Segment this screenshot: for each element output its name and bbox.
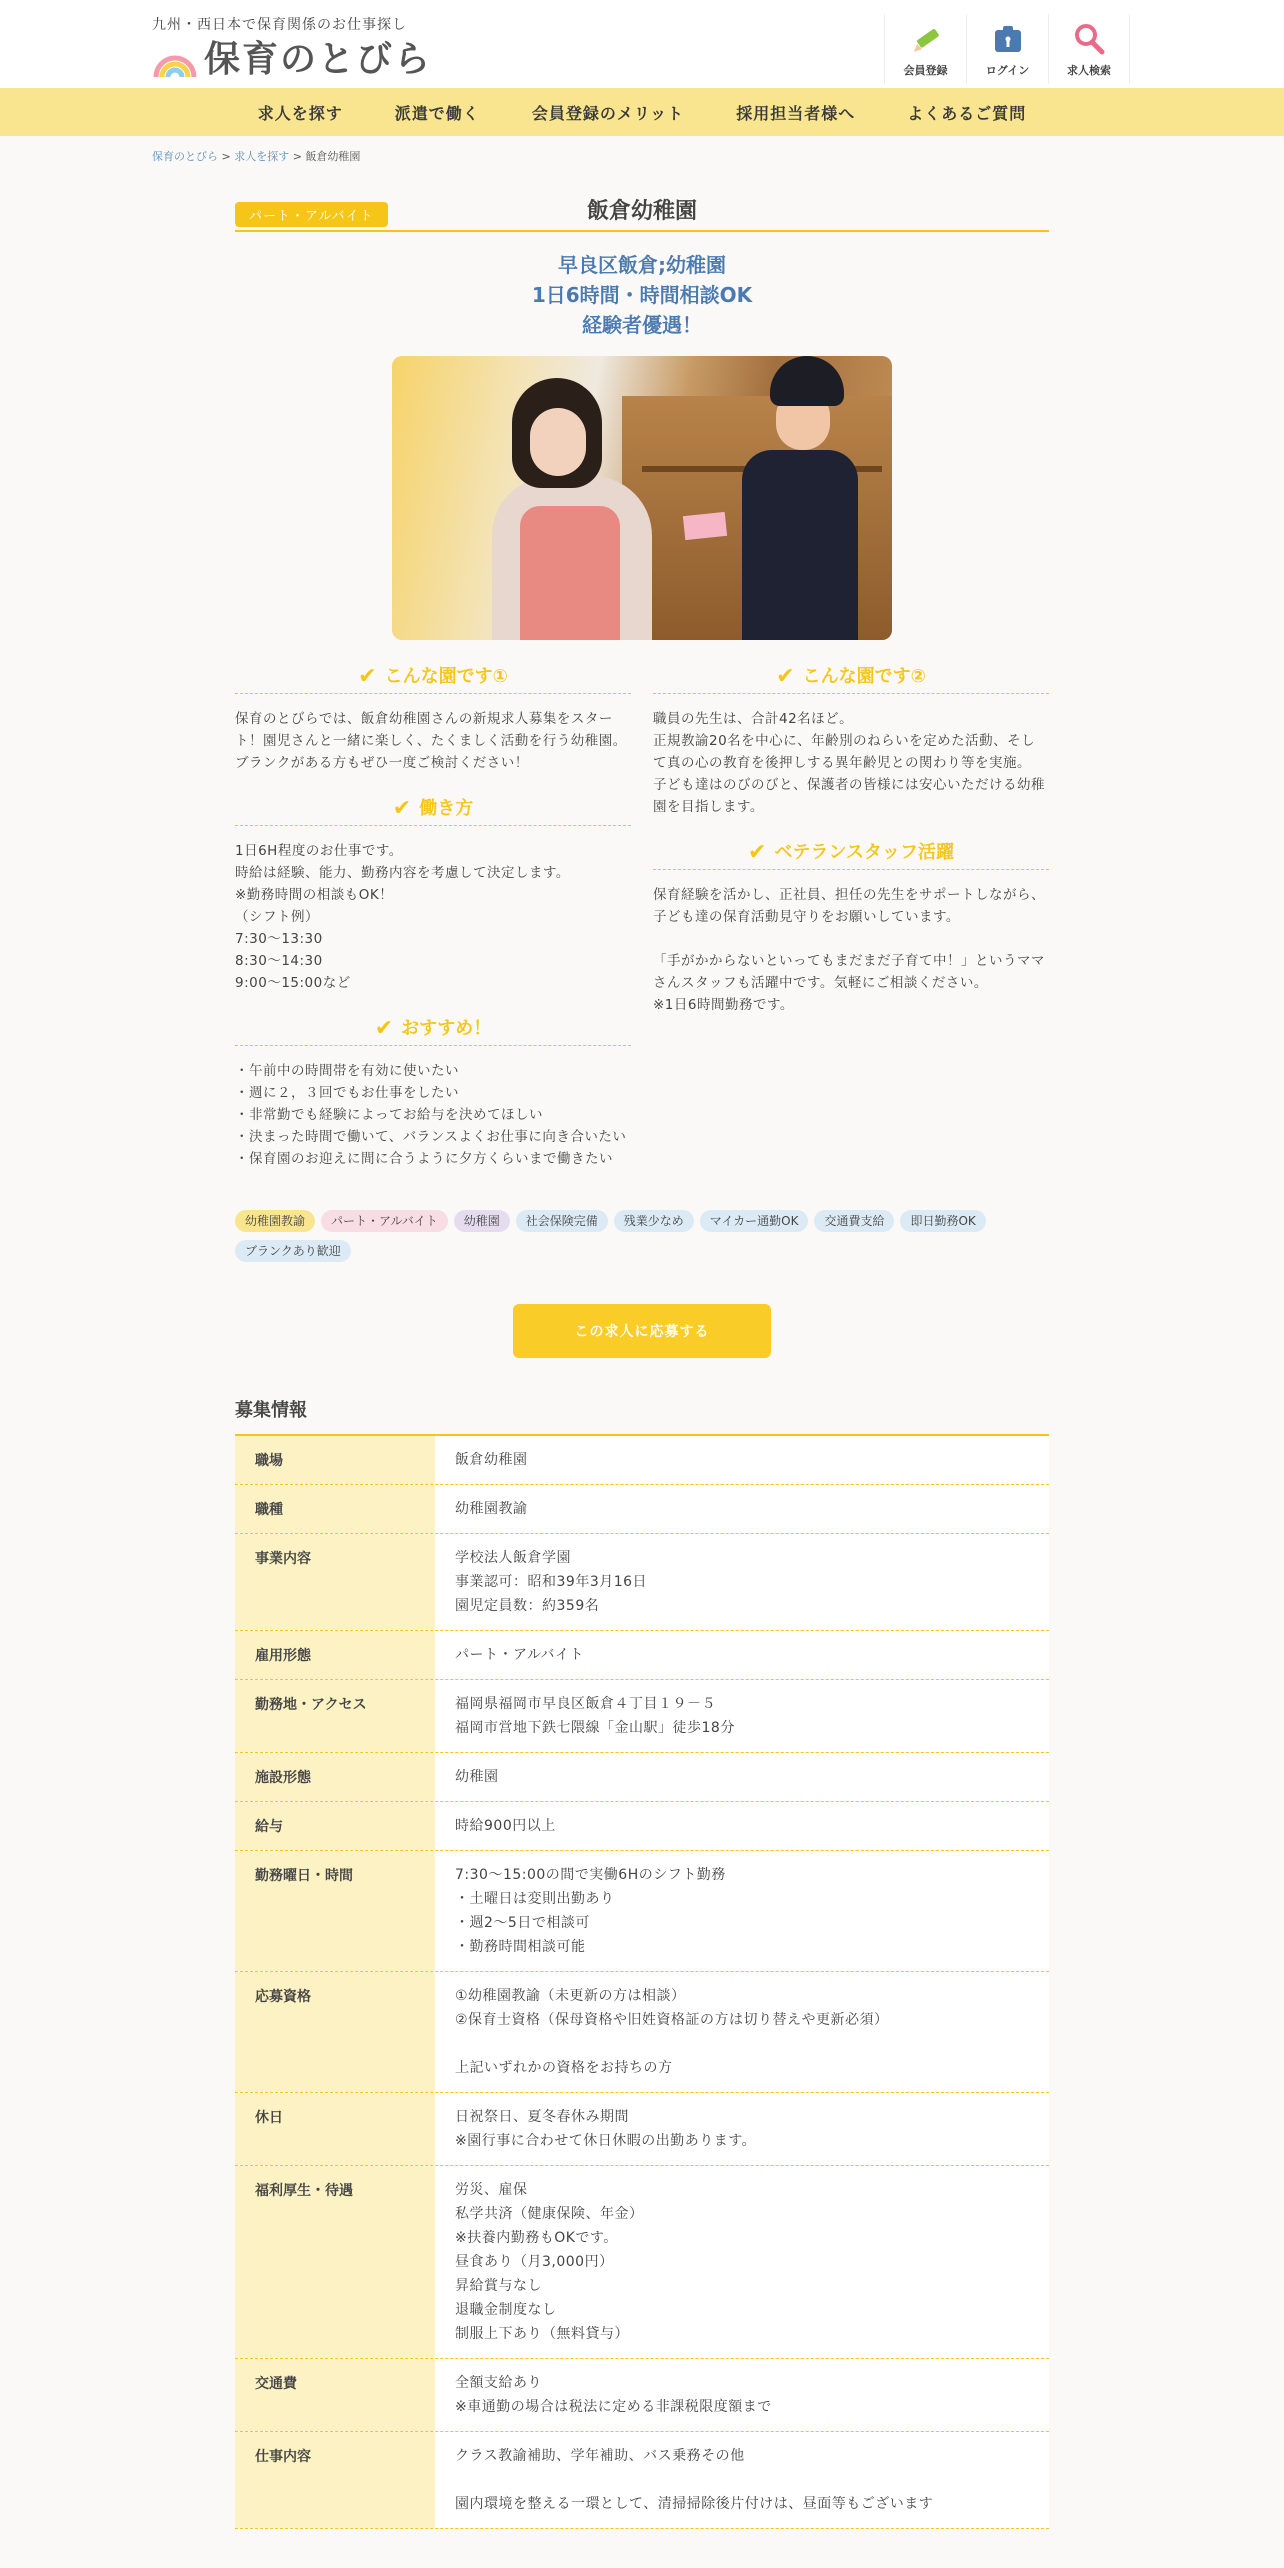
login-label: ログイン	[985, 64, 1030, 77]
tag: ブランクあり歓迎	[235, 1240, 351, 1262]
table-row	[235, 2166, 1049, 2359]
table-row	[235, 1631, 1049, 1680]
breadcrumb-separator: >	[289, 150, 306, 163]
site-logo[interactable]	[152, 38, 432, 82]
nav-recruiters[interactable]: 採用担当者様へ	[736, 103, 856, 123]
table-row	[235, 1753, 1049, 1802]
section-body: 1日6H程度のお仕事です。 時給は経験、能力、勤務内容を考慮して決定します。 ※勤務時間の相談もOK！ （シフト例） 7:30～13:30 8:30～14:30 9:00～15:00など	[235, 843, 570, 991]
check-icon: ✔	[358, 664, 377, 689]
row-value: 7:30～15:00の間で実働6Hのシフト勤務 ・土曜日は変則出勤あり ・週2～5日で相談可 ・勤務時間相談可能	[435, 1851, 1049, 1971]
row-header: 給与	[235, 1802, 435, 1850]
job-search-button[interactable]	[1048, 14, 1130, 84]
breadcrumb-jobs[interactable]: 求人を探す	[234, 150, 290, 163]
table-row	[235, 1802, 1049, 1851]
section-body: 保育のとびらでは、飯倉幼稚園さんの新規求人募集をスタート！園児さんと一緒に楽しく、たくましく活動を行う幼稚園。 ブランクがある方もぜひ一度ご検討ください！	[235, 711, 627, 771]
employment-badge: パート・アルバイト	[235, 202, 388, 227]
breadcrumb-current: 飯倉幼稚園	[305, 150, 361, 163]
feature-section	[235, 796, 631, 994]
row-header: 交通費	[235, 2359, 435, 2431]
nav-find-jobs[interactable]: 求人を探す	[257, 103, 343, 123]
row-header: 福利厚生・待遇	[235, 2166, 435, 2358]
catch-line: 早良区飯倉;幼稚園	[558, 253, 726, 277]
catch-line: 1日6時間・時間相談OK	[531, 283, 753, 307]
recruit-info-title: 募集情報	[235, 1400, 307, 1421]
row-value: 飯倉幼稚園	[435, 1436, 1049, 1484]
logo-text: 保育のとびら	[204, 39, 433, 80]
row-value: 学校法人飯倉学園 事業認可：昭和39年3月16日 園児定員数：約359名	[435, 1534, 1049, 1630]
row-header: 事業内容	[235, 1534, 435, 1630]
check-icon: ✔	[776, 664, 795, 689]
section-body: ・午前中の時間帯を有効に使いたい ・週に２，３回でもお仕事をしたい ・非常勤でも経験によってお給与を決めてほしい ・決まった時間で働いて、バランスよくお仕事に向き合いたい ・保育園のお迎えに間に合うように夕方くらいまで働きたい	[235, 1063, 627, 1167]
row-value: 日祝祭日、夏冬春休み期間 ※園行事に合わせて休日休暇の出勤あります。	[435, 2093, 1049, 2165]
breadcrumb-home[interactable]: 保育のとびら	[152, 150, 218, 163]
table-row	[235, 1485, 1049, 1534]
row-header: 施設形態	[235, 1753, 435, 1801]
hero-photo	[392, 356, 892, 640]
row-value: 幼稚園教諭	[435, 1485, 1049, 1533]
pencil-icon	[909, 22, 943, 56]
catch-copy	[235, 250, 1049, 340]
tag: 交通費支給	[814, 1210, 894, 1232]
job-detail	[235, 196, 1049, 2529]
check-icon: ✔	[374, 1016, 394, 1041]
check-icon: ✔	[392, 796, 412, 821]
table-row	[235, 2359, 1049, 2432]
table-row	[235, 1534, 1049, 1631]
recruit-info-table	[235, 1434, 1049, 2529]
tag: 残業少なめ	[614, 1210, 694, 1232]
tag: マイカー通勤OK	[700, 1210, 809, 1232]
site-tagline: 九州・西日本で保育関係のお仕事探し	[152, 17, 407, 33]
job-search-label: 求人検索	[1067, 64, 1111, 77]
row-header: 応募資格	[235, 1972, 435, 2092]
tag: パート・アルバイト	[321, 1210, 448, 1232]
feature-section	[653, 664, 1049, 818]
section-title: こんな園です①	[384, 666, 508, 687]
section-title: おすすめ！	[401, 1018, 492, 1039]
row-header: 勤務地・アクセス	[235, 1680, 435, 1752]
global-nav	[0, 88, 1284, 136]
breadcrumb-separator: >	[218, 150, 235, 163]
left-column	[235, 664, 631, 1192]
right-column	[653, 664, 1049, 1192]
search-icon	[1072, 22, 1106, 56]
table-row	[235, 1680, 1049, 1753]
row-header: 休日	[235, 2093, 435, 2165]
row-header: 職種	[235, 1485, 435, 1533]
section-title: 働き方	[419, 798, 474, 819]
row-value: 全額支給あり ※車通勤の場合は税法に定める非課税限度額まで	[435, 2359, 1049, 2431]
row-value: ①幼稚園教諭（未更新の方は相談） ②保育士資格（保母資格や旧姓資格証の方は切り替えや更新必須） 上記いずれかの資格をお持ちの方	[435, 1972, 1049, 2092]
section-title: こんな園です②	[802, 666, 926, 687]
table-row	[235, 2093, 1049, 2166]
tag: 幼稚園	[454, 1210, 510, 1232]
rainbow-logo-icon	[152, 41, 198, 79]
row-value: クラス教諭補助、学年補助、バス乗務その他 園内環境を整える一環として、清掃掃除後片付けは、昼面等もございます	[435, 2432, 1049, 2528]
table-row	[235, 1436, 1049, 1485]
breadcrumb	[152, 148, 1284, 166]
table-row	[235, 1851, 1049, 1972]
row-header: 職場	[235, 1436, 435, 1484]
section-body: 保育経験を活かし、正社員、担任の先生をサポートしながら、子ども達の保育活動見守りをお願いしています。 「手がかからないといってもまだまだ子育て中！」というママさんスタッフも活躍中です。気軽にご相談ください。 ※1日6時間勤務です。	[653, 887, 1045, 1013]
tag: 幼稚園教諭	[235, 1210, 315, 1232]
site-header	[0, 0, 1284, 88]
catch-line: 経験者優遇！	[582, 313, 702, 337]
page-title: 飯倉幼稚園	[586, 199, 697, 224]
section-body: 職員の先生は、合計42名ほど。 正規教諭20名を中心に、年齢別のねらいを定めた活動、そして真の心の教育を後押しする異年齢児との関わり等を実施。 子ども達はのびのびと、保護者の皆様には安心いただける幼稚園を目指します。	[653, 711, 1045, 815]
nav-faq[interactable]: よくあるご質問	[907, 103, 1027, 123]
register-button[interactable]	[884, 14, 966, 84]
row-value: パート・アルバイト	[435, 1631, 1049, 1679]
table-row	[235, 2432, 1049, 2529]
tag: 社会保険完備	[516, 1210, 608, 1232]
login-icon	[991, 22, 1025, 56]
row-header: 仕事内容	[235, 2432, 435, 2528]
feature-section	[235, 1016, 631, 1170]
table-row	[235, 1972, 1049, 2093]
section-title: ベテランスタッフ活躍	[774, 842, 954, 863]
tag: 即日勤務OK	[900, 1210, 985, 1232]
row-value: 幼稚園	[435, 1753, 1049, 1801]
nav-member-merits[interactable]: 会員登録のメリット	[531, 103, 685, 123]
tag-list	[235, 1210, 1049, 1262]
row-value: 時給900円以上	[435, 1802, 1049, 1850]
row-value: 労災、雇保 私学共済（健康保険、年金） ※扶養内勤務もOKです。 昼食あり（月3,000円） 昇給賞与なし 退職金制度なし 制服上下あり（無料貸与）	[435, 2166, 1049, 2358]
check-icon: ✔	[748, 840, 767, 865]
row-header: 雇用形態	[235, 1631, 435, 1679]
nav-dispatch[interactable]: 派遣で働く	[394, 103, 480, 123]
row-value: 福岡県福岡市早良区飯倉４丁目１９－５ 福岡市営地下鉄七隈線「金山駅」徒歩18分	[435, 1680, 1049, 1752]
row-header: 勤務曜日・時間	[235, 1851, 435, 1971]
feature-section	[653, 840, 1049, 1016]
feature-section	[235, 664, 631, 774]
register-label: 会員登録	[903, 64, 948, 77]
login-button[interactable]	[966, 14, 1048, 84]
title-row	[235, 196, 1049, 232]
apply-button[interactable]: この求人に応募する	[513, 1304, 771, 1358]
